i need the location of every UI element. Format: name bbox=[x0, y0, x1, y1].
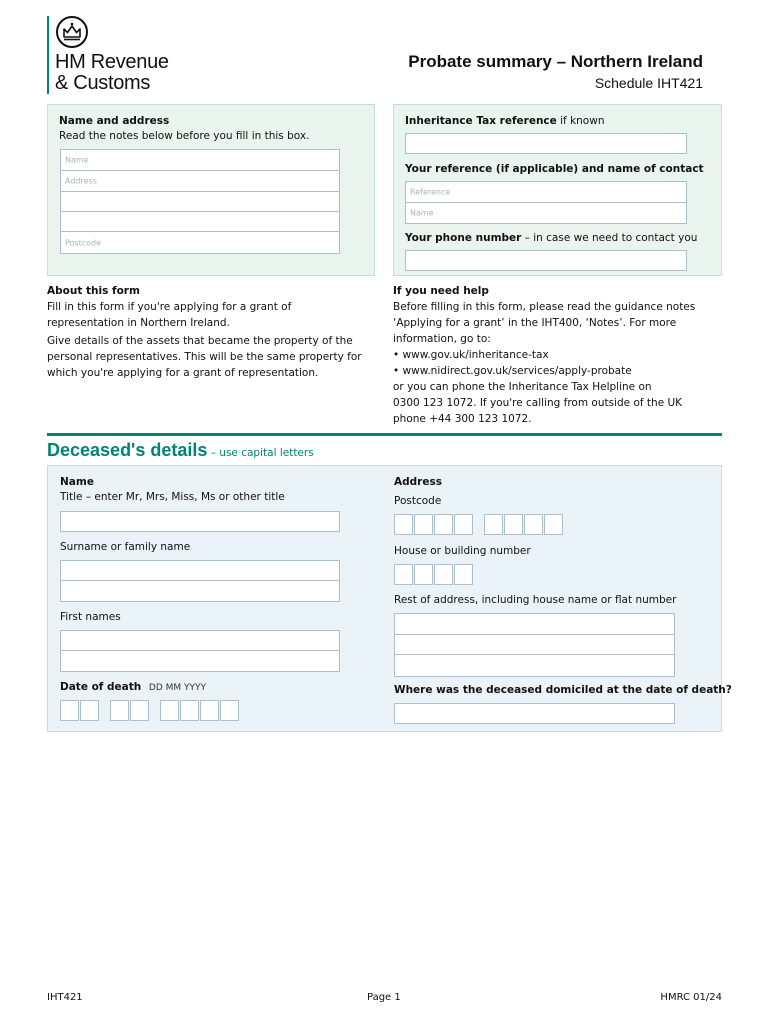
logo-bar bbox=[47, 16, 49, 94]
contact-name-field[interactable] bbox=[406, 203, 686, 223]
house-number-box[interactable] bbox=[434, 564, 453, 585]
address-field-2[interactable] bbox=[61, 192, 339, 212]
surname-field-2[interactable] bbox=[61, 581, 339, 601]
postcode-box[interactable] bbox=[504, 514, 523, 535]
dod-day-2[interactable] bbox=[80, 700, 99, 721]
footer-version: HMRC 01/24 bbox=[660, 992, 722, 1003]
iht-reference-label bbox=[405, 115, 604, 127]
org-line-1: HM Revenue bbox=[55, 51, 169, 73]
house-number-label: House or building number bbox=[394, 545, 531, 557]
first-names-field-2[interactable] bbox=[61, 651, 339, 671]
address-heading: Address bbox=[394, 476, 442, 488]
dod-year-3[interactable] bbox=[200, 700, 219, 721]
help-section bbox=[393, 283, 723, 427]
about-line: Give details of the assets that became the property of the bbox=[47, 335, 353, 347]
house-number-box[interactable] bbox=[454, 564, 473, 585]
rest-of-address-stack bbox=[394, 613, 675, 677]
date-of-death-boxes bbox=[60, 700, 240, 721]
help-link-nidirect[interactable]: • www.nidirect.gov.uk/services/apply-probate bbox=[393, 365, 632, 377]
first-names-label: First names bbox=[60, 611, 121, 623]
house-number-box[interactable] bbox=[414, 564, 433, 585]
help-link-gov[interactable]: • www.gov.uk/inheritance-tax bbox=[393, 349, 549, 361]
rest-of-address-field-1[interactable] bbox=[395, 614, 674, 635]
domicile-label: Where was the deceased domiciled at the date of death? bbox=[394, 684, 732, 696]
dod-month-1[interactable] bbox=[110, 700, 129, 721]
footer-form-code: IHT421 bbox=[47, 992, 83, 1003]
address-field-3[interactable] bbox=[61, 212, 339, 232]
phone-field[interactable] bbox=[405, 250, 687, 271]
reference-placeholder: Reference bbox=[410, 187, 451, 197]
deceased-section-title-text: Deceased's details bbox=[47, 440, 208, 460]
rest-of-address-field-2[interactable] bbox=[395, 635, 674, 655]
postcode-box[interactable] bbox=[544, 514, 563, 535]
dod-year-4[interactable] bbox=[220, 700, 239, 721]
iht-reference-field[interactable] bbox=[405, 133, 687, 154]
title-label: Title – enter Mr, Mrs, Miss, Ms or other title bbox=[60, 491, 285, 503]
dod-day-1[interactable] bbox=[60, 700, 79, 721]
postcode-box[interactable] bbox=[434, 514, 453, 535]
domicile-field[interactable] bbox=[394, 703, 675, 724]
help-line: Before filling in this form, please read the guidance notes bbox=[393, 301, 696, 313]
house-number-boxes bbox=[394, 564, 474, 585]
about-line: which you're applying for a grant of representation. bbox=[47, 367, 319, 379]
org-line-2: & Customs bbox=[55, 72, 151, 94]
rest-of-address-label: Rest of address, including house name or flat number bbox=[394, 594, 677, 606]
phone-label bbox=[405, 232, 697, 244]
date-format-hint: DD MM YYYY bbox=[148, 683, 207, 693]
section-rule bbox=[47, 433, 722, 436]
postcode-box[interactable] bbox=[394, 514, 413, 535]
about-line: Fill in this form if you're applying for a grant of bbox=[47, 301, 292, 313]
date-of-death-label bbox=[60, 681, 206, 693]
date-of-death-label-text: Date of death bbox=[60, 681, 142, 693]
footer-page-number: Page 1 bbox=[367, 992, 401, 1003]
postcode-box[interactable] bbox=[454, 514, 473, 535]
reference-field[interactable] bbox=[406, 182, 686, 203]
your-reference-stack bbox=[405, 181, 687, 224]
about-line: personal representatives. This will be the same property for bbox=[47, 351, 362, 363]
postcode-boxes bbox=[394, 514, 564, 535]
address-field-1[interactable] bbox=[61, 171, 339, 192]
rest-of-address-field-3[interactable] bbox=[395, 655, 674, 676]
address-placeholder: Address bbox=[65, 176, 97, 186]
deceased-section-title bbox=[47, 440, 314, 461]
postcode-field[interactable] bbox=[61, 232, 339, 253]
surname-field-1[interactable] bbox=[61, 561, 339, 581]
surname-stack bbox=[60, 560, 340, 602]
help-line: information, go to: bbox=[393, 333, 491, 345]
about-line: representation in Northern Ireland. bbox=[47, 317, 230, 329]
help-line: ‘Applying for a grant’ in the IHT400, ‘Notes’. For more bbox=[393, 317, 677, 329]
deceased-panel bbox=[47, 465, 732, 732]
postcode-label: Postcode bbox=[394, 495, 442, 507]
phone-label-suffix: – in case we need to contact you bbox=[521, 232, 698, 244]
house-number-box[interactable] bbox=[394, 564, 413, 585]
org-name bbox=[55, 52, 169, 94]
name-address-title: Name and address bbox=[59, 115, 170, 127]
title-field[interactable] bbox=[60, 511, 340, 532]
about-section bbox=[47, 283, 377, 381]
name-address-panel bbox=[47, 104, 375, 276]
help-line: 0300 123 1072. If you're calling from outside of the UK bbox=[393, 397, 683, 409]
deceased-section-subtitle: – use capital letters bbox=[207, 447, 314, 459]
help-line: or you can phone the Inheritance Tax Helpline on bbox=[393, 381, 652, 393]
iht-reference-suffix: if known bbox=[556, 115, 605, 127]
postcode-box[interactable] bbox=[524, 514, 543, 535]
form-title: Probate summary – Northern Ireland bbox=[408, 52, 703, 71]
your-reference-label: Your reference (if applicable) and name of contact bbox=[405, 163, 704, 175]
name-address-note: Read the notes below before you fill in this box. bbox=[59, 130, 310, 142]
name-heading: Name bbox=[60, 476, 94, 488]
help-line: phone +44 300 123 1072. bbox=[393, 413, 532, 425]
iht-reference-label-text: Inheritance Tax reference bbox=[405, 115, 557, 127]
dod-month-2[interactable] bbox=[130, 700, 149, 721]
dod-year-2[interactable] bbox=[180, 700, 199, 721]
first-names-stack bbox=[60, 630, 340, 672]
contact-name-placeholder: Name bbox=[410, 208, 434, 218]
first-names-field-1[interactable] bbox=[61, 631, 339, 651]
postcode-box[interactable] bbox=[484, 514, 503, 535]
postcode-box[interactable] bbox=[414, 514, 433, 535]
about-title: About this form bbox=[47, 285, 140, 297]
phone-label-text: Your phone number bbox=[405, 232, 522, 244]
name-placeholder: Name bbox=[65, 155, 89, 165]
form-subtitle: Schedule IHT421 bbox=[594, 75, 703, 91]
surname-label: Surname or family name bbox=[60, 541, 191, 553]
crown-crest-icon bbox=[55, 16, 89, 48]
postcode-placeholder: Postcode bbox=[65, 238, 102, 247]
reference-panel bbox=[393, 104, 722, 276]
name-field[interactable] bbox=[61, 150, 339, 171]
name-address-stack bbox=[60, 149, 340, 254]
help-title: If you need help bbox=[393, 285, 489, 297]
dod-year-1[interactable] bbox=[160, 700, 179, 721]
